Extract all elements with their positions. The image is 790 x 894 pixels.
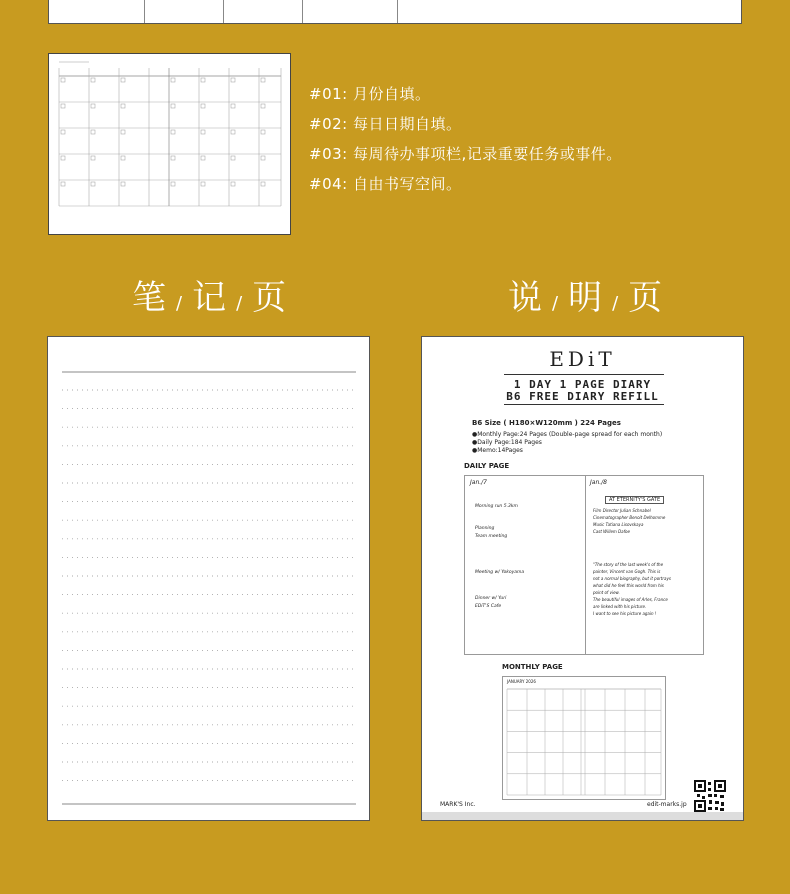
notebook-page bbox=[47, 336, 370, 821]
note-03: #03: 每周待办事项栏,记录重要任务或事件。 bbox=[309, 145, 622, 163]
instruction-page bbox=[421, 336, 744, 821]
daily-right-note: not a normal biography, but it portrays bbox=[593, 576, 671, 581]
monthly-page-thumbnail bbox=[48, 53, 291, 235]
footer-company: MARK'S Inc. bbox=[440, 801, 476, 808]
dotted-lines-illustration bbox=[48, 337, 369, 820]
daily-left-note: EDiT'S Cafe bbox=[475, 604, 502, 609]
brand-logo: EDiT bbox=[549, 347, 616, 371]
monthly-page-sample bbox=[502, 676, 666, 800]
daily-right-note: what did he feel this world from his bbox=[593, 583, 664, 588]
daily-right-note: "The story of the last week's of the bbox=[593, 562, 664, 567]
spec-monthly: ●Monthly Page:24 Pages (Double-page spread for each month) bbox=[472, 431, 663, 438]
monthly-grid-illustration bbox=[49, 54, 290, 234]
daily-left-note: Meeting w/ Yokoyama bbox=[475, 570, 525, 575]
footer-band bbox=[422, 812, 743, 820]
daily-right-note: Film Director Julian Schnabel bbox=[593, 508, 651, 513]
daily-right-note: The beautiful images of Arles, France bbox=[593, 597, 668, 602]
product-line1: 1 DAY 1 PAGE DIARY bbox=[513, 378, 652, 391]
daily-left-date: Jan./7 bbox=[470, 479, 487, 486]
spec-daily: ●Daily Page:184 Pages bbox=[472, 439, 542, 446]
previous-table-strip bbox=[48, 0, 742, 24]
daily-left-note: Morning run 5.3km bbox=[475, 504, 518, 509]
footer-url: edit-marks.jp bbox=[647, 801, 687, 808]
spec-memo: ●Memo:14Pages bbox=[472, 447, 523, 454]
daily-right-note: Cinematographer Benoit Delhomme bbox=[593, 515, 666, 520]
note-01: #01: 月份自填。 bbox=[309, 85, 431, 103]
daily-left-note: Team meeting bbox=[475, 534, 508, 539]
daily-left-note: Dinner w/ Yuri bbox=[475, 596, 507, 601]
daily-right-title: AT ETERNITY'S GATE bbox=[605, 496, 664, 504]
daily-right-note: Music Tatiana Lisovskaya bbox=[593, 522, 644, 527]
daily-right-note: are linked with his picture. bbox=[593, 604, 647, 609]
daily-page-sample bbox=[464, 475, 704, 655]
note-04: #04: 自由书写空间。 bbox=[309, 175, 462, 193]
notebook-heading: 笔 / 记 / 页 bbox=[132, 278, 289, 318]
daily-left-note: Planning bbox=[475, 526, 495, 531]
monthly-page-label: MONTHLY PAGE bbox=[502, 663, 563, 671]
note-02: #02: 每日日期自填。 bbox=[309, 115, 462, 133]
daily-page-label: DAILY PAGE bbox=[464, 462, 510, 470]
instruction-heading: 说 / 明 / 页 bbox=[508, 278, 665, 318]
qr-code-icon bbox=[694, 780, 726, 812]
daily-right-note: painter, Vincent van Gogh. This is bbox=[593, 569, 661, 574]
daily-right-note: I want to see his picture again ! bbox=[593, 611, 657, 616]
monthly-month: JANUARY 2026 bbox=[507, 679, 536, 684]
size-spec: B6 Size ( H180×W120mm ) 224 Pages bbox=[472, 419, 621, 427]
mini-month-grid bbox=[503, 677, 665, 799]
product-line2: B6 FREE DIARY REFILL bbox=[506, 390, 659, 403]
daily-right-note: point of view. bbox=[593, 590, 620, 595]
daily-right-note: Cast Willem Dafoe bbox=[593, 529, 630, 534]
daily-right-date: Jan./8 bbox=[590, 479, 607, 486]
